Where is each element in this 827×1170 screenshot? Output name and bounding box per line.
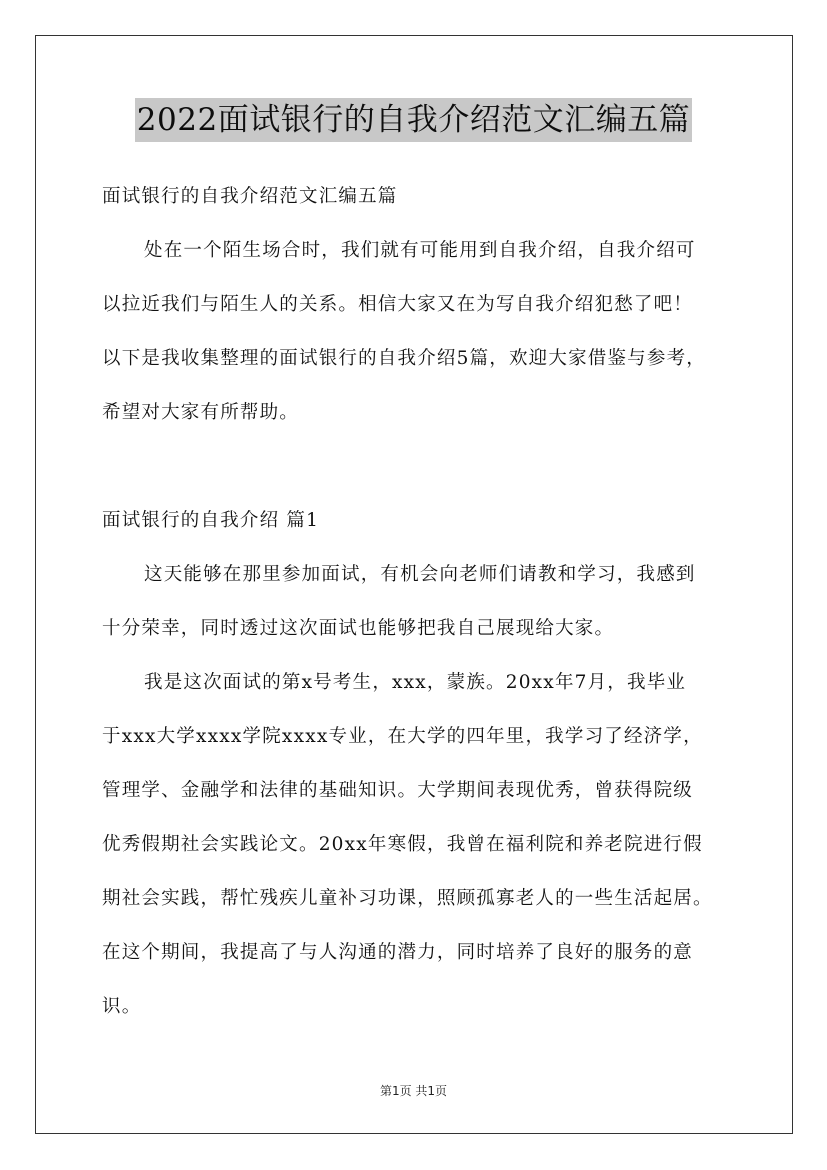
paragraph-line: 优秀假期社会实践论文。20xx年寒假，我曾在福利院和养老院进行假: [102, 834, 703, 855]
paragraph-line: 这天能够在那里参加面试，有机会向老师们请教和学习，我感到: [144, 564, 696, 585]
intro-line: 处在一个陌生场合时，我们就有可能用到自我介绍，自我介绍可: [144, 240, 696, 261]
subtitle: 面试银行的自我介绍范文汇编五篇: [102, 186, 398, 207]
title-container: [0, 98, 827, 142]
paragraph-line: 我是这次面试的第x号考生，xxx，蒙族。20xx年7月，我毕业: [144, 672, 687, 693]
blank-line: [102, 440, 742, 494]
paragraph-line: 在这个期间，我提高了与人沟通的潜力，同时培养了良好的服务的意: [102, 942, 694, 963]
paragraph-line: 期社会实践，帮忙残疾儿童补习功课，照顾孤寡老人的一些生活起居。: [102, 888, 713, 909]
section-heading: 面试银行的自我介绍 篇1: [102, 510, 320, 531]
intro-line: 希望对大家有所帮助。: [102, 402, 300, 423]
paragraph-line: 于xxx大学xxxx学院xxxx专业，在大学的四年里，我学习了经济学，: [102, 726, 703, 747]
intro-line: 以下是我收集整理的面试银行的自我介绍5篇，欢迎大家借鉴与参考，: [102, 348, 706, 369]
document-body: [102, 170, 742, 1034]
paragraph-line: 管理学、金融学和法律的基础知识。大学期间表现优秀，曾获得院级: [102, 780, 694, 801]
document-title: 2022面试银行的自我介绍范文汇编五篇: [135, 98, 692, 142]
page-footer: 第1页 共1页: [379, 1084, 448, 1098]
paragraph-line: 十分荣幸，同时透过这次面试也能够把我自己展现给大家。: [102, 618, 615, 639]
intro-line: 以拉近我们与陌生人的关系。相信大家又在为写自我介绍犯愁了吧！: [102, 294, 694, 315]
paragraph-line: 识。: [102, 996, 142, 1017]
